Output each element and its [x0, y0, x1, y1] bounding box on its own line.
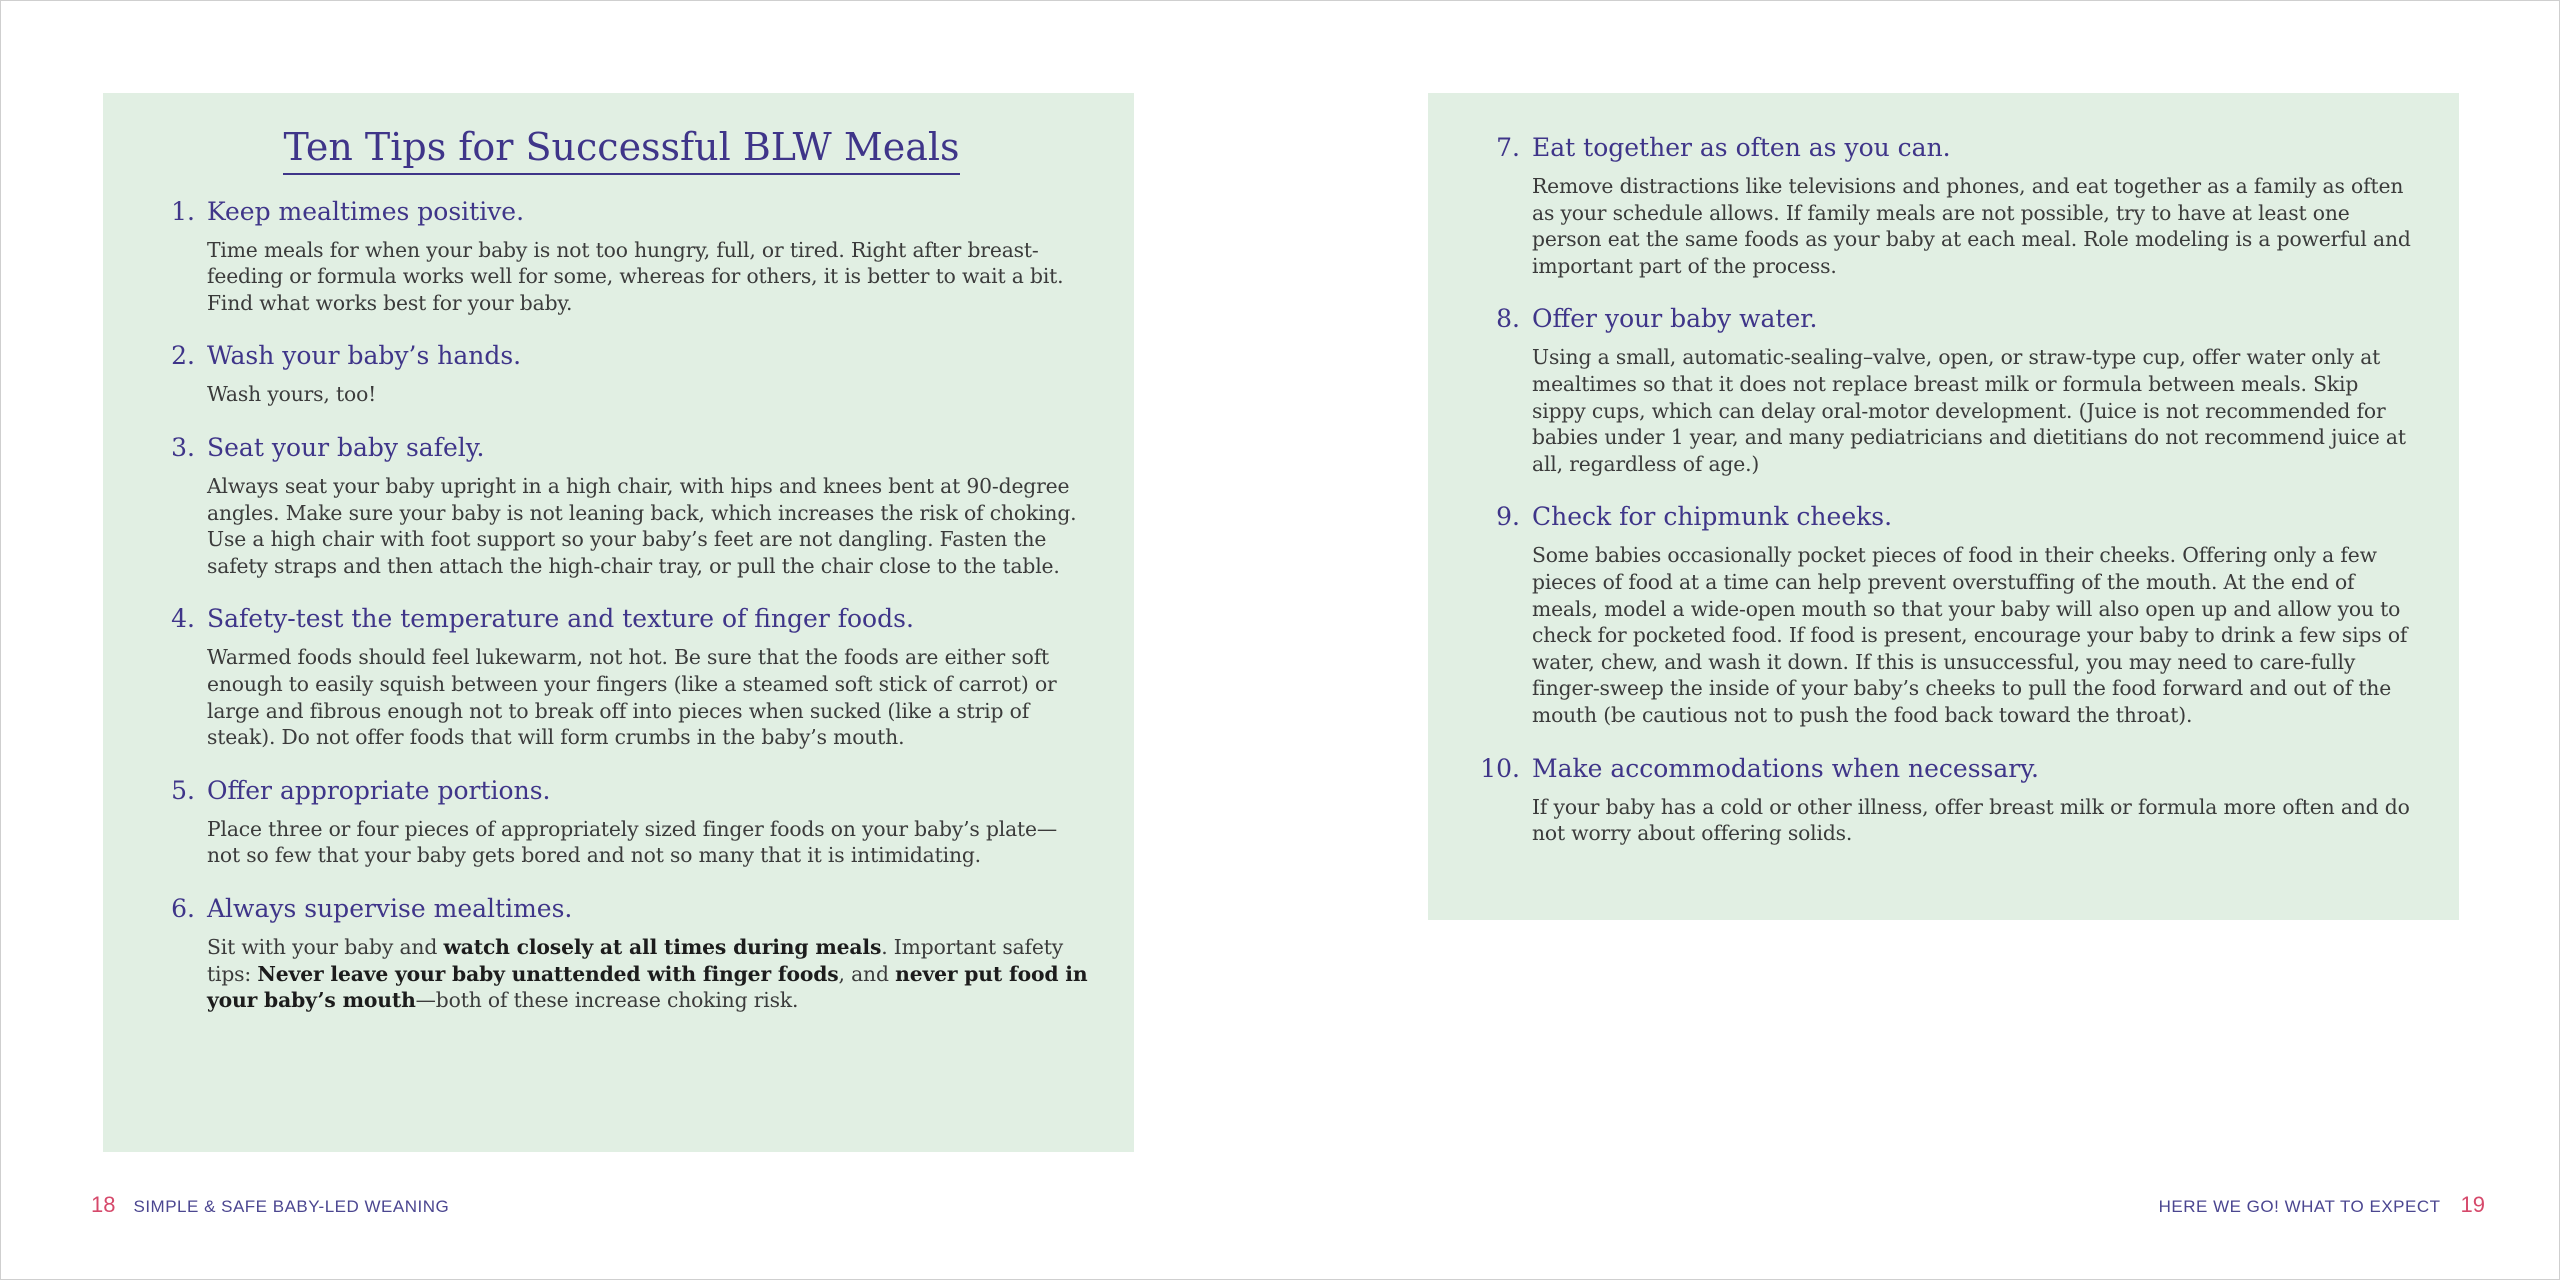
- tip-number: 2.: [171, 341, 195, 371]
- page-number-right: 19: [2460, 1192, 2485, 1217]
- tip-number: 10.: [1480, 753, 1520, 783]
- tip-body: Wash yours, too!: [207, 382, 377, 407]
- tip-number: 6.: [171, 893, 195, 923]
- tip-body-text: . Important safety tips:: [207, 934, 1064, 986]
- left-page-footer: [91, 1192, 449, 1218]
- tip-body-emphasis: never put food in your baby’s mouth: [207, 961, 1088, 1013]
- tip-heading: [1480, 131, 2413, 165]
- tip-number: 5.: [171, 775, 195, 805]
- title-wrap: [155, 125, 1088, 175]
- tip-heading: [1480, 302, 2413, 336]
- left-tips-panel: [103, 93, 1134, 1152]
- tip-heading: [155, 195, 1088, 229]
- tip-heading: [1480, 500, 2413, 534]
- tip-title: Always supervise mealtimes.: [207, 893, 573, 923]
- tip-title: Keep mealtimes positive.: [207, 196, 525, 226]
- tip-title: Eat together as often as you can.: [1532, 133, 1951, 162]
- tip-body: Some babies occasionally pocket pieces of food in their cheeks. Offering only a few pieces of food at a time can help prevent overstuffing of the mouth. At the end of meals, model a wide-open mouth so that your baby will also open up and allow you to check for pocketed food. If food is present, encourage your baby to drink a few sips of water, chew, and wash it down. If this is unsuccessful, you may need to care-fully finger-sweep the inside of your baby’s cheeks to pull the food forward and out of the mouth (be cautious not to push the food back toward the throat).: [1532, 543, 2408, 727]
- tip-body: Always seat your baby upright in a high chair, with hips and knees bent at 90-degree angles. Make sure your baby is not leaning back, which increases the risk of choking. Use a high chair with foot support so your baby’s feet are not dangling. Fasten the safety straps and then attach the high-chair tray, or pull the chair close to the table.: [207, 473, 1077, 578]
- tip-body-emphasis: Never leave your baby unattended with finger foods: [257, 961, 839, 986]
- tip-4: [155, 602, 1088, 750]
- tip-number: 3.: [171, 432, 195, 462]
- tip-title: Seat your baby safely.: [207, 432, 485, 462]
- tip-body-text: Sit with your baby and: [207, 934, 444, 959]
- tip-body: [207, 934, 1088, 1014]
- tip-number: 1.: [171, 196, 195, 226]
- tip-10: [1480, 752, 2413, 847]
- tip-title: Wash your baby’s hands.: [207, 341, 522, 371]
- running-head-left: SIMPLE & SAFE BABY-LED WEANING: [133, 1197, 450, 1216]
- tip-6: [155, 892, 1088, 1014]
- tip-number: 9.: [1496, 502, 1520, 532]
- tip-7: [1480, 131, 2413, 279]
- page-number-left: 18: [91, 1192, 116, 1217]
- tip-heading: [155, 774, 1088, 808]
- tip-1: [155, 195, 1088, 317]
- tip-9: [1480, 500, 2413, 728]
- tip-title: Check for chipmunk cheeks.: [1532, 502, 1893, 532]
- right-tips-panel: [1428, 93, 2459, 920]
- tip-heading: [155, 431, 1088, 465]
- tip-number: 7.: [1496, 133, 1520, 162]
- tip-8: [1480, 302, 2413, 477]
- tip-body-emphasis: watch closely at all times during meals: [443, 934, 882, 959]
- tip-3: [155, 431, 1088, 579]
- right-page-footer: [2159, 1192, 2485, 1218]
- tip-body: Remove distractions like televisions and phones, and eat together as a family as often as your schedule allows. If family meals are not possible, try to have at least one person eat the same foods as your baby at each meal. Role modeling is a powerful and important part of the process.: [1532, 174, 2411, 278]
- tip-body: Using a small, automatic-sealing–valve, open, or straw-type cup, offer water only at mealtimes so that it does not replace breast milk or formula between meals. Skip sippy cups, which can delay oral-motor development. (Juice is not recommended for babies under 1 year, and many pediatricians and dietitians do not recommend juice at all, regardless of age.): [1532, 345, 2406, 476]
- tip-5: [155, 774, 1088, 869]
- tip-body: If your baby has a cold or other illness, offer breast milk or formula more often and do not worry about offering solids.: [1532, 794, 2410, 846]
- tip-body: Time meals for when your baby is not too hungry, full, or tired. Right after breast-feeding or formula works well for some, whereas for others, it is better to wait a bit. Find what works best for your baby.: [207, 237, 1064, 315]
- tip-2: [155, 339, 1088, 408]
- tip-title: Make accommodations when necessary.: [1532, 753, 2039, 783]
- tip-body-text: , and: [838, 961, 896, 986]
- tip-heading: [1480, 752, 2413, 786]
- tip-title: Offer appropriate portions.: [207, 775, 551, 805]
- tip-heading: [155, 602, 1088, 636]
- page-title: Ten Tips for Successful BLW Meals: [283, 125, 959, 175]
- tip-title: Offer your baby water.: [1532, 304, 1818, 334]
- tip-body-text: —both of these increase choking risk.: [415, 988, 799, 1013]
- tip-heading: [155, 892, 1088, 926]
- tip-title: Safety-test the temperature and texture of finger foods.: [207, 604, 914, 634]
- tip-body: Warmed foods should feel lukewarm, not hot. Be sure that the foods are either soft enough to easily squish between your fingers (like a steamed soft stick of carrot) or large and fibrous enough not to break off into pieces when sucked (like a strip of steak). Do not offer foods that will form crumbs in the baby’s mouth.: [207, 645, 1057, 750]
- running-head-right: HERE WE GO! WHAT TO EXPECT: [2158, 1197, 2441, 1216]
- tip-heading: [155, 339, 1088, 373]
- tip-number: 4.: [171, 604, 195, 634]
- tip-body: Place three or four pieces of appropriately sized finger foods on your baby’s plate—not so few that your baby gets bored and not so many that it is intimidating.: [207, 816, 1058, 868]
- tip-number: 8.: [1496, 304, 1520, 334]
